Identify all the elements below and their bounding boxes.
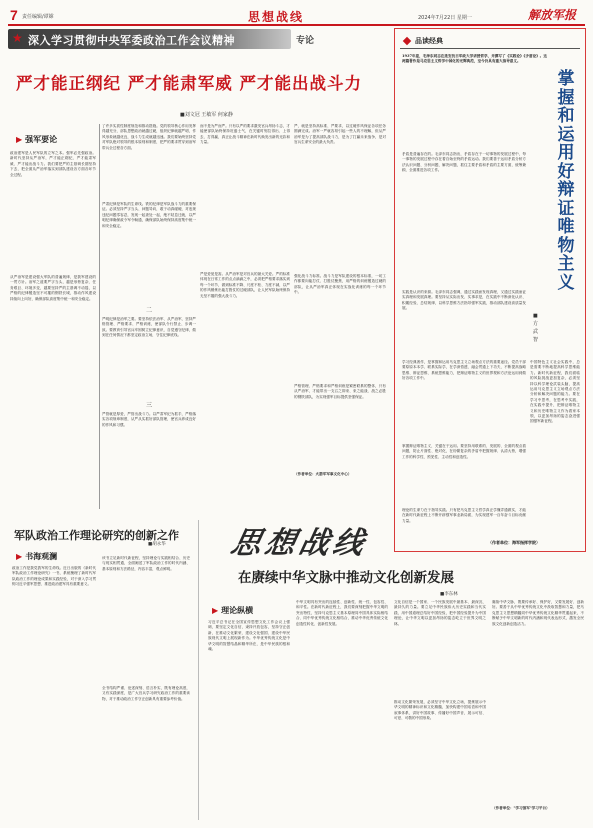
lead-byline: ■刘文冠 王敏军 何家静 — [180, 112, 233, 118]
feature-tag-icon — [403, 37, 411, 45]
bottom-col-3 — [394, 600, 486, 816]
feature-intro: 1937年夏，毛泽东同志在延安抗日军政大学讲授哲学，并撰写了《实践论》《矛盾论》。这两篇著作是马克思主义哲学中国化的光辉典范，至今仍具有重大指导意义。 — [402, 54, 547, 64]
feature-paragraph: 理论的生命力在于指导实践。只有把马克思主义哲学真正学懂弄通做实，才能在新时代新征程上不断开辟强军事业新局面，为实现建军一百年奋斗目标贡献力量。 — [402, 508, 526, 523]
feature-body-upper — [402, 152, 526, 284]
left-article-title: 军队政治工作理论研究的创新之作 — [14, 529, 179, 542]
left-article-paragraph: 该书立足新时代新征程，坚持理论与实践相结合、历史与现实相贯通，全面阐述了军队政治工作的时代内涵、基本原则和方法路径，内容丰富，观点鲜明。 — [102, 556, 190, 571]
feature-tag-rule — [400, 48, 580, 49]
bottom-paragraph: 文化自信是一个国家、一个民族发展中最基本、最深沉、最持久的力量。要立足中华民族伟大历史实践和当代实践，用中国道理总结好中国经验，把中国经验提升为中国理论，让中华文明以更加昂扬的姿态屹立于世界文明之林。 — [394, 600, 486, 626]
bottom-headline: 在赓续中华文脉中推动文化创新发展 — [238, 570, 454, 586]
lead-column-4 — [294, 120, 386, 512]
chevron-right-icon: ▶ — [212, 606, 219, 615]
lead-subhead: ▶ 强军要论 — [16, 134, 58, 144]
lead-paragraph: 严是爱宽是害。从严治军是对官兵的最大关爱。严的标准体现在日常工作的点点滴滴之中，必须把严格要求落实到每一个环节，做到标准不降、尺度不松、力度不减，以严的作风锤炼出能打胜仗的过硬部队，让人民军队始终保持无坚不摧的强大战斗力。 — [200, 272, 290, 298]
lead-paragraph: 从严治军是建设强大军队的普遍规律，是我军建设的一贯方针。治军之道要严字当头，越是形势复杂、任务艰巨、环境多变，越要坚持严的主基调不动摇，以严格的纪律锻造坚不可摧的钢铁长城，推动作风建设持续向上向好，确保部队高度集中统一和安全稳定。 — [10, 275, 96, 301]
lead-paragraph: 强化战斗力标准。战斗力是军队建设的根本标准，一切工作都要向能打仗、打胜仗聚焦，用严格的训练锻造过硬的部队，让从严治军真正体现在实战化训练的每一个环节中。 — [294, 274, 386, 295]
banner-star-icon: ★ — [12, 31, 23, 45]
author-note: （作者单位："学习强军"学习平台） — [492, 806, 550, 810]
date-line: 2024年7月22日 星期一 — [418, 15, 472, 21]
feature-paragraph: 学习经典著作，是掌握和运用马克思主义立场观点方法的重要途径。党员干部要原原本本学、联系实际学，在学深悟透、融会贯通上下功夫，不断提高战略思维、辩证思维、系统思维能力，把辩证唯物主义的世界观和方法论运用到做好各项工作中。 — [402, 360, 526, 381]
left-article-subhead: ▶ 书海观澜 — [16, 551, 58, 561]
editor-line: 责任编辑/谭嫦 — [22, 14, 54, 20]
bottom-paragraph: 赓续中华文脉，既要传承好、保护好，又要发展好、创新好。要善于从中华优秀传统文化中汲取智慧和力量，把马克思主义思想精髓同中华优秀传统文化精华贯通起来，不断赋予中华文明新的时代内涵和现代表达形式，激发全民族文化创新创造活力。 — [492, 600, 584, 626]
left-article-col-2 — [102, 556, 190, 816]
column-divider — [99, 124, 100, 509]
chevron-right-icon: ▶ — [16, 552, 23, 561]
section-number: 二 — [145, 307, 152, 314]
lead-column-1 — [10, 120, 96, 512]
feature-vertical-title: 掌 握 和 运 用 好 辩 证 唯 物 主 义 — [557, 69, 575, 293]
banner — [8, 29, 291, 49]
section-title: 思想战线 — [248, 10, 305, 24]
bottom-col-1 — [208, 620, 290, 816]
bottom-paragraph: 中华文明具有突出的连续性、创新性、统一性、包容性、和平性。在新时代新征程上，我们要深刻把握中华文明的突出特性，坚持马克思主义基本原理同中国具体实际相结合、同中华优秀传统文化相结合，推动中华优秀传统文化创造性转化、创新性发展。 — [296, 600, 388, 626]
feature-tag: 品读经典 — [404, 36, 443, 46]
bottom-subhead: ▶ 理论纵横 — [212, 605, 254, 615]
feature-right-column: 中国特色主义社会实践中，总是需要不断地提高科学思维能力。新时代新征程，我们面临的风险挑战更加复杂，必须坚持以科学理论武装头脑，提高运用马克思主义立场观点方法分析和解决问题的能力。要在学习中思考，在思考中实践，在实践中提升，把辩证唯物主义和历史唯物主义作为看家本领，以更加昂扬的姿态奋进强国强军新征程。 — [530, 360, 580, 424]
feature-paragraph: 矛盾是普遍存在的。毛泽东同志指出，矛盾存在于一切事物的发展过程中，每一事物的发展过程中存在着自始至终的矛盾运动。我们要善于运用矛盾分析方法认识问题、分析问题、解决问题，抓住主要矛盾和矛盾的主要方面，统筹兼顾、全面推进各项工作。 — [402, 152, 526, 173]
left-article-col-1 — [12, 566, 96, 816]
feature-byline: ■ 方 武 智 — [533, 313, 539, 343]
paper-name: 解放军报 — [528, 8, 577, 22]
lead-paragraph: 严格管理、严格要求和严格训练是紧密联系的整体，只有从严治军，才能带出一支召之即来、来之能战、战之必胜的钢铁部队，为实现强军目标提供坚强保证。 — [294, 384, 386, 399]
lead-column-3 — [200, 120, 290, 512]
masthead — [8, 6, 585, 26]
banner-tag: 专论 — [296, 36, 315, 46]
lead-paragraph: 了许多实质性制度规范和推动措施。党的领导核心作用发挥得越充分，部队思想政治就越过硬，组织纪律就越严明，作风形象就越优良，战斗力生成就越迅速。我们要始终坚持党对军队绝对领导的根本原则和制度，把严的要求贯穿到治军带兵全过程各方面。 — [102, 124, 196, 150]
lead-column-2 — [102, 120, 196, 512]
bottom-col-2 — [296, 600, 388, 816]
bottom-col-4 — [492, 600, 584, 814]
lead-paragraph: 而不是为严而严。只有以严的要求激发官兵昂扬斗志，才能使部队始终保持旺盛士气，在关键时刻拉得出、上得去、打得赢，真正让战斗精神在新时代焕发出新的光彩和力量。 — [200, 124, 290, 145]
column-divider — [198, 520, 199, 820]
masthead-rule — [8, 24, 585, 26]
lead-paragraph: 严明纪律是治军之要。要坚持依法治军、从严治军，坚持严格管理、严格要求、严格训练，使部队令行禁止、步调一致。要教育引导官兵牢固树立纪律意识，自觉遵守纪律，做到在任何情况下都坚定政治立场，守住纪律底线。 — [102, 317, 196, 338]
left-article-paragraph: 政治工作是我党我军的生命线。近日出版的《新时代军队政治工作理论研究》一书，系统梳理了新时代军队政治工作的理论成果和实践经验，对于深入学习贯彻习近平强军思想、推进政治建军具有重要意义。 — [12, 566, 96, 587]
lead-paragraph: 严，就是坚持高标准、严要求，以过硬作风保证各项任务圆满完成。治军一严就容易引起一些人的不理解，但从严治军是为了提高部队战斗力，是为了打赢未来战争，是对官兵生命安全的最大负责。 — [294, 124, 386, 145]
left-article-byline: ■胡永华 — [148, 542, 166, 547]
lead-headline: 严才能正纲纪 严才能肃军威 严才能出战斗力 — [16, 74, 362, 93]
page-number: 7 — [10, 7, 18, 23]
lead-paragraph: 政治建军是人民军队的立军之本。强军必先强政治。新时代坚持从严治军，严才能正纲纪、严才能肃军威、严才能出战斗力。我们要把严的主基调长期坚持下去，把全面从严治军落实到部队建设各方面各环节全过程。 — [10, 151, 96, 177]
feature-paragraph: 掌握辩证唯物主义，关键在于运用。要坚持用联系的、发展的、全面的观点看问题，防止片面性、绝对化，在纷繁复杂的矛盾中把握规律、认清大势，增强工作的科学性、预见性、主动性和创造性。 — [402, 444, 526, 459]
feature-paragraph: 实践是认识的来源。毛泽东同志强调，通过实践而发现真理，又通过实践而证实真理和发展真理。要坚持从实际出发、实事求是，在实践中不断深化认识、积累经验、总结规律，以科学思维方法指导强军实践，推动部队建设高质量发展。 — [402, 290, 526, 311]
left-article-paragraph: 全书结构严谨、论述深刻、语言朴实，既有理论高度，又有实践深度，是广大官兵学习研究政治工作的重要读物，对于推动政治工作守正创新具有重要参考价值。 — [102, 686, 190, 701]
section-number: 三 — [145, 402, 152, 409]
lead-paragraph: 严管就是厚爱，严管出战斗力。以严肃军纪为抓手，严格落实各项规章制度，从严从实抓好部队管理，使官兵养成良好的作风和习惯。 — [102, 412, 196, 427]
calligraphy-title: 思想战线 — [227, 526, 371, 561]
author-note: （作者单位：火箭军军事文化中心） — [294, 472, 352, 476]
lead-paragraph: 严肃纪律是军队的生命线。铁的纪律是军队战斗力的重要保证。必须坚持严字当头、问题导向，敢于动真碰硬，对违规违纪问题零容忍，发现一起查处一起，绝不姑息迁就，以严明纪律确保政令军令畅通，确保部队始终保持高度集中统一和安全稳定。 — [102, 202, 196, 228]
bottom-paragraph: 习近平总书记在全国宣传思想文化工作会议上强调，要坚定文化自信，秉持开放包容，坚持守正创新，在推动文化繁荣、建设文化强国、建设中华民族现代文明上展现新作为。中华优秀传统文化是中华文明的智慧结晶和精华所在，是中华民族的根和魂。 — [208, 620, 290, 652]
feature-author-note: （作者单位：海军指挥学院） — [488, 540, 540, 545]
feature-body-lower — [402, 290, 526, 540]
bottom-paragraph: 推动文化繁荣发展，必须坚守中华文化立场，提炼展示中华文明的精神标识和文化精髓，加快构建中国话语和中国叙事体系，讲好中国故事、传播好中国声音，展示可信、可爱、可敬的中国形象。 — [394, 700, 486, 721]
bottom-byline: ■李东林 — [440, 592, 458, 597]
banner-text: 深入学习贯彻中央军委政治工作会议精神 — [28, 34, 235, 47]
chevron-right-icon: ▶ — [16, 135, 23, 144]
